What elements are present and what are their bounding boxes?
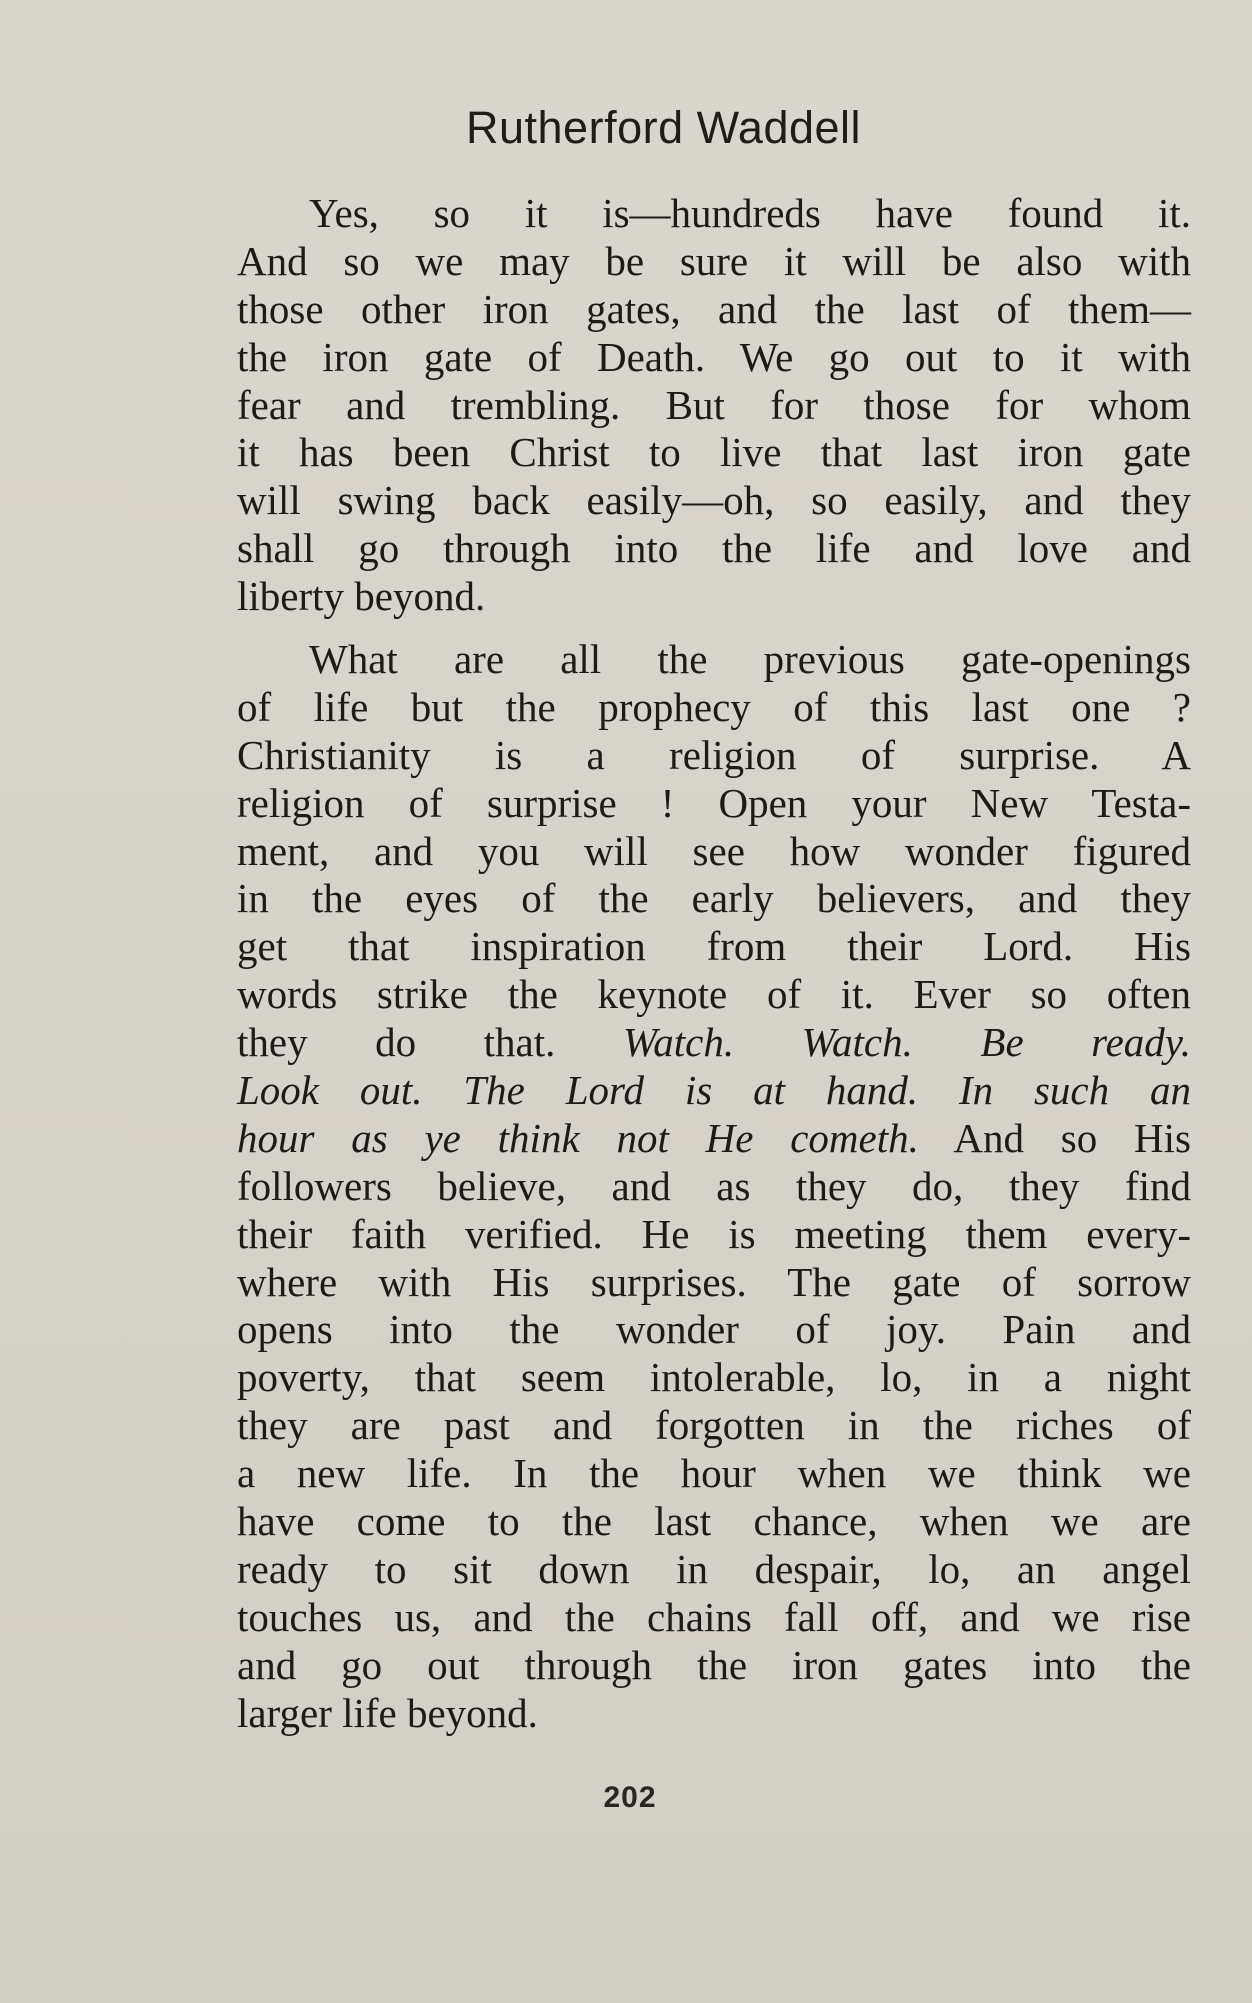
- italic-text: Look out. The Lord is at hand. In such an: [237, 1067, 1191, 1114]
- text-line: What are all the previous gate-openings: [309, 636, 1191, 683]
- text-line: the iron gate of Death. We go out to it with: [237, 333, 1191, 380]
- text-line: their faith verified. He is meeting them every-: [237, 1210, 1191, 1257]
- text-line: have come to the last chance, when we are: [237, 1498, 1191, 1545]
- text-line: ment, and you will see how wonder figured: [237, 827, 1191, 874]
- text-line: touches us, and the chains fall off, and we rise: [237, 1593, 1191, 1640]
- body-text: [237, 190, 1191, 1738]
- text-line: in the eyes of the early believers, and they: [237, 875, 1191, 922]
- paragraph-1: [237, 190, 1191, 621]
- text-line: larger life beyond.: [237, 1689, 538, 1736]
- text-line: they are past and forgotten in the riches of: [237, 1402, 1191, 1449]
- text-line: liberty beyond.: [237, 573, 486, 620]
- text-line: will swing back easily—oh, so easily, and they: [237, 477, 1191, 524]
- text-line: it has been Christ to live that last iron gate: [237, 429, 1191, 476]
- italic-text: hour as ye think not He cometh.: [237, 1114, 919, 1161]
- text-line: poverty, that seem intolerable, lo, in a night: [237, 1354, 1191, 1401]
- text-line: where with His surprises. The gate of sorrow: [237, 1258, 1191, 1305]
- text-line: [237, 1067, 1191, 1115]
- text-line: get that inspiration from their Lord. His: [237, 923, 1191, 970]
- text-line: ready to sit down in despair, lo, an angel: [237, 1545, 1191, 1592]
- text-line: shall go through into the life and love and: [237, 525, 1191, 572]
- text-line: opens into the wonder of joy. Pain and: [237, 1306, 1191, 1353]
- text-line: followers believe, and as they do, they find: [237, 1162, 1191, 1209]
- text-line: Yes, so it is—hundreds have found it.: [309, 190, 1191, 236]
- text-line: And so we may be sure it will be also with: [237, 237, 1191, 284]
- text-line: those other iron gates, and the last of them—: [237, 285, 1191, 332]
- text-line: religion of surprise ! Open your New Testa-: [237, 779, 1191, 826]
- text-line: and go out through the iron gates into the: [237, 1641, 1191, 1688]
- text-line: they do that. Watch. Watch. Be ready.: [237, 1019, 1191, 1066]
- text-line: Christianity is a religion of surprise. A: [237, 731, 1191, 778]
- page-number: 202: [603, 1781, 657, 1814]
- text-line: words strike the keynote of it. Ever so often: [237, 971, 1191, 1018]
- text-line: of life but the prophecy of this last one ?: [237, 683, 1191, 730]
- paragraph-2: [237, 636, 1191, 1737]
- italic-text: Watch. Watch. Be ready.: [622, 1019, 1191, 1066]
- text-line: fear and trembling. But for those for whom: [237, 381, 1191, 428]
- running-head: Rutherford Waddell: [466, 102, 862, 153]
- text-line: hour as ye think not He cometh. And so His: [237, 1114, 1191, 1161]
- text-line: a new life. In the hour when we think we: [237, 1450, 1191, 1497]
